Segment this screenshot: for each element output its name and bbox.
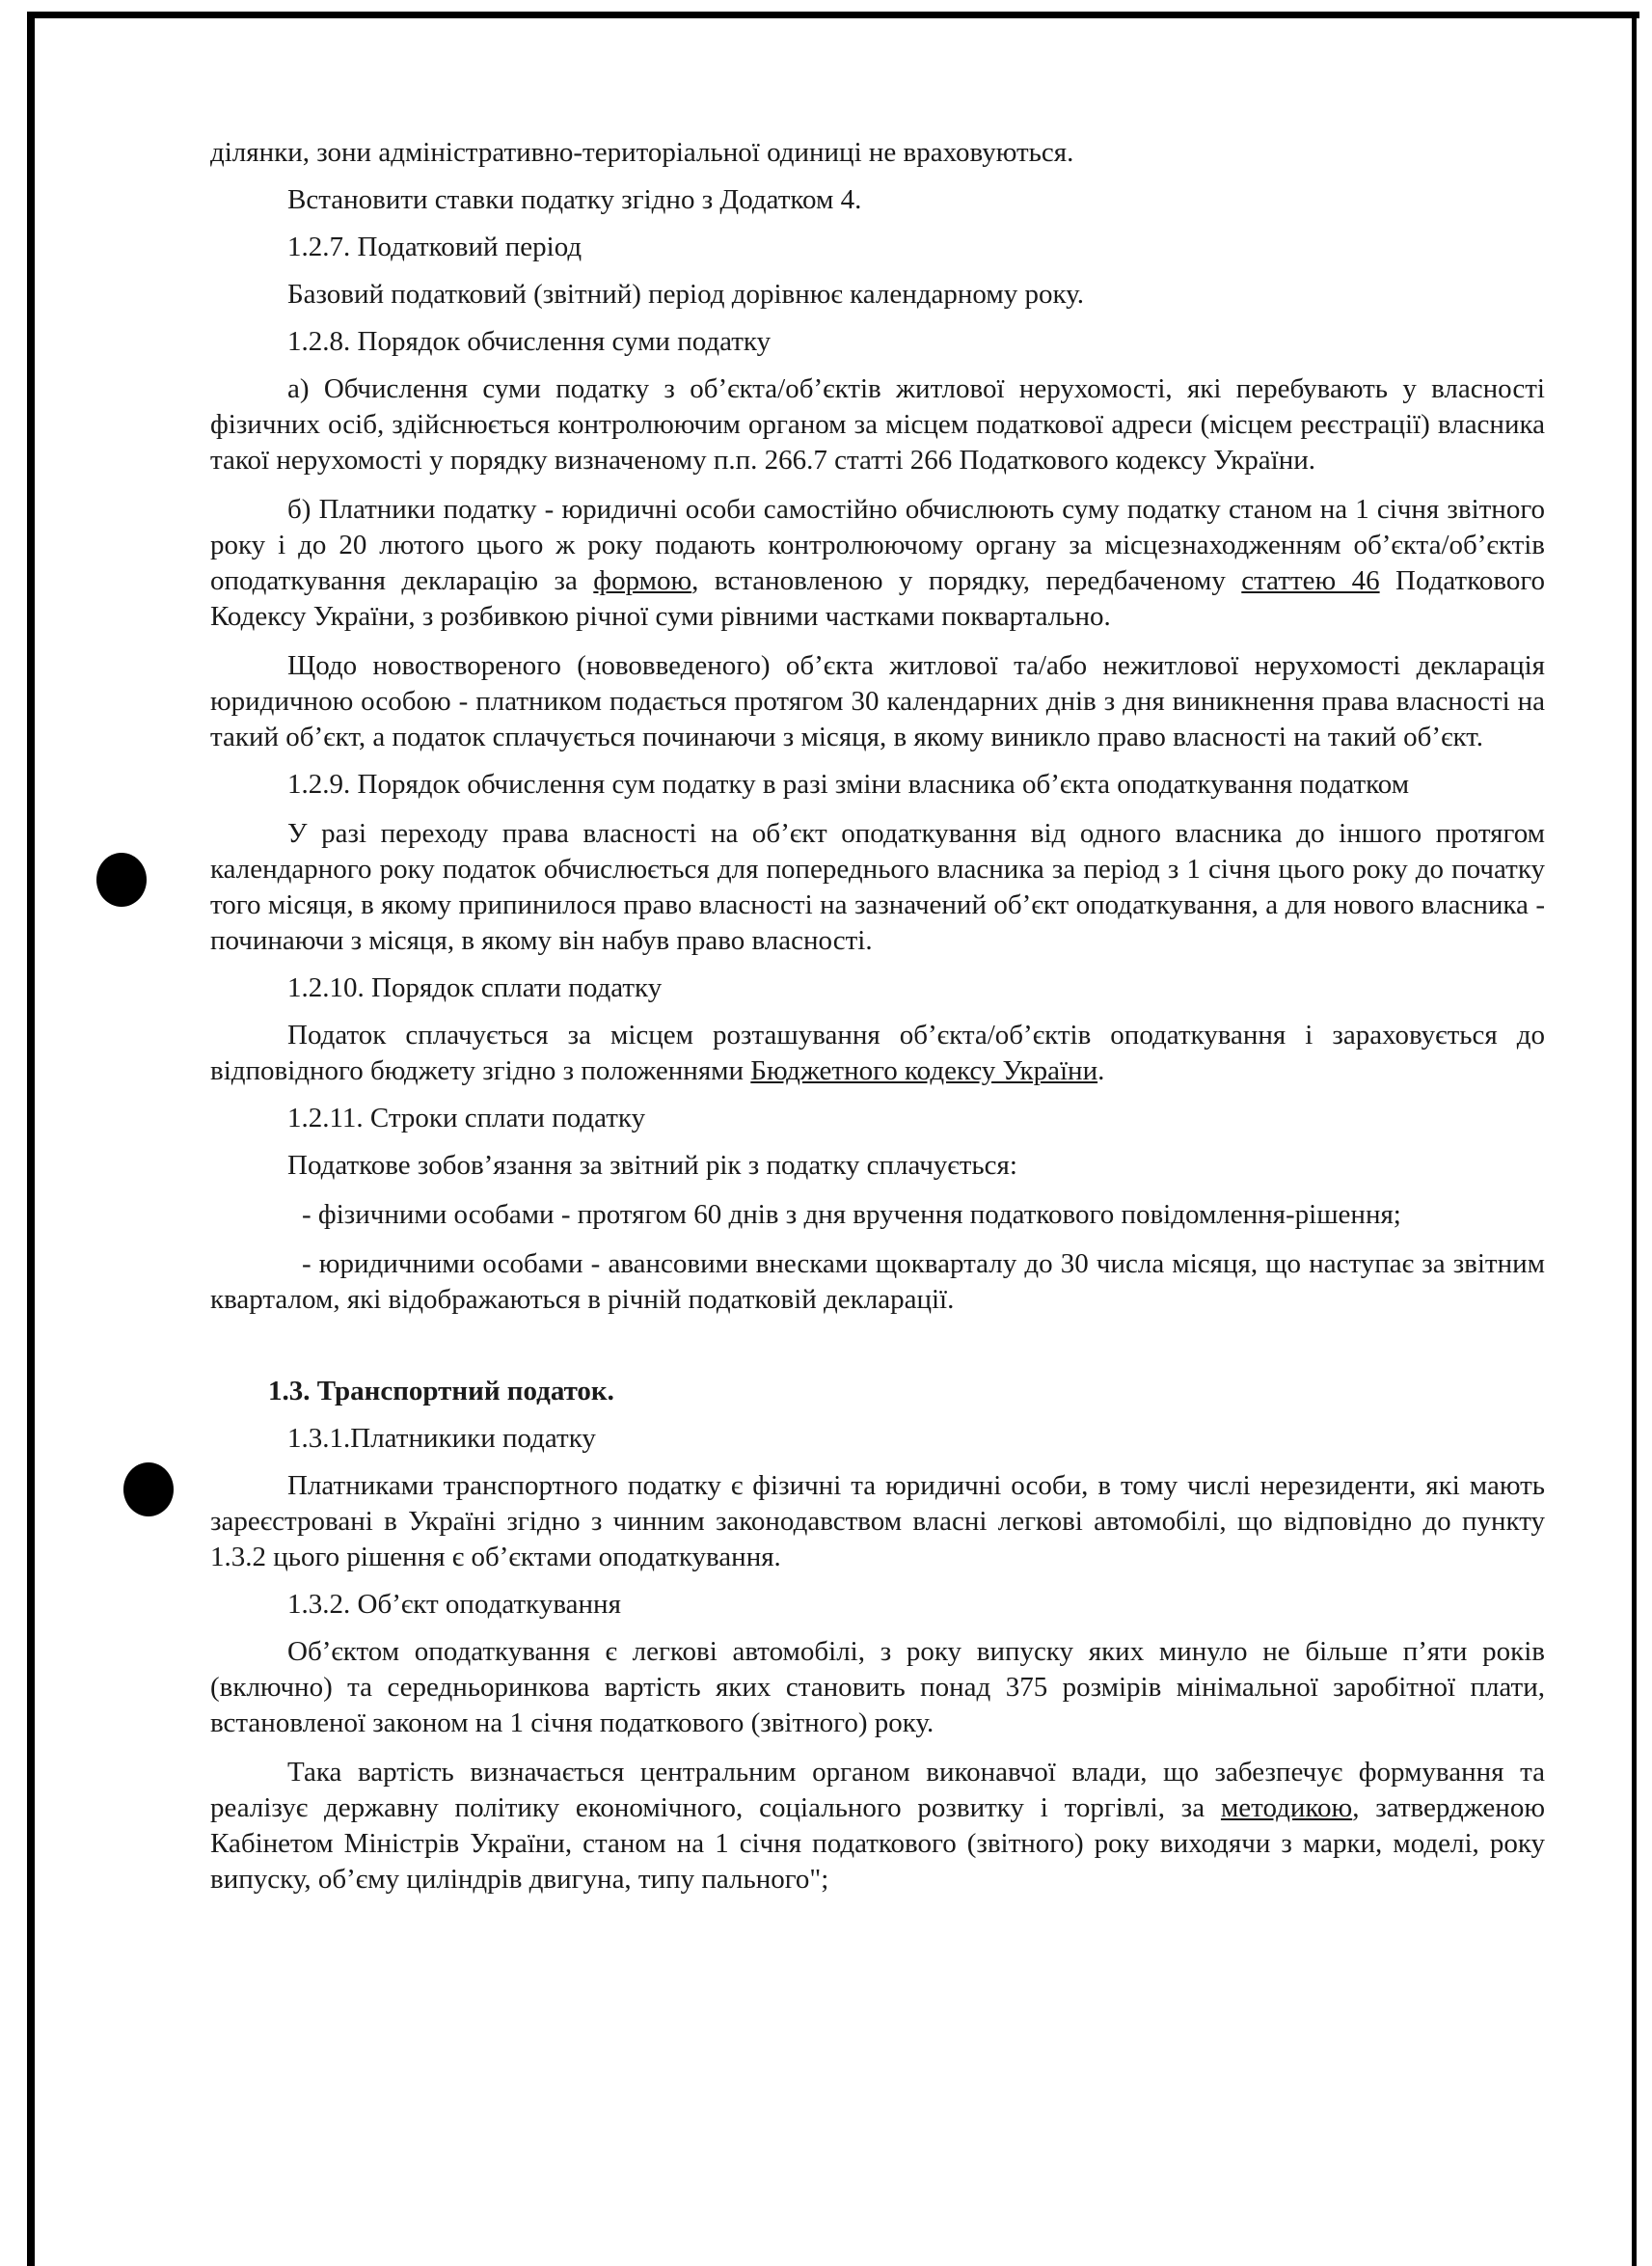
section-title: 1.3. Транспортний податок. [268, 1376, 614, 1406]
paragraph: Базовий податковий (звітний) період дорівнює календарному року. [287, 279, 1084, 310]
paragraph [210, 1018, 1545, 1089]
budget-code-link[interactable]: Бюджетного кодексу України [750, 1055, 1098, 1086]
form-link[interactable]: формою [593, 565, 692, 596]
paragraph [210, 1755, 1545, 1897]
paragraph: Встановити ставки податку згідно з Додатком 4. [287, 184, 862, 215]
punch-hole-mark [96, 853, 147, 907]
text-run: б) Платники податку - юридичні особи самостійно обчислюють суму податку станом на 1 січня звітного року і до 20 лютого цього ж року подають контролюючому органу за місцезнаходженням об’єкта/об’єктів оподаткування декларацію за [210, 494, 1545, 596]
paragraph: ділянки, зони адміністративно-територіальної одиниці не враховуються. [210, 137, 1074, 168]
punch-hole-mark [123, 1462, 174, 1516]
text-run: . [1097, 1055, 1105, 1086]
paragraph: Податкове зобов’язання за звітний рік з податку сплачується: [287, 1150, 1017, 1181]
paragraph [210, 492, 1545, 635]
methodology-link[interactable]: методикою [1220, 1792, 1353, 1823]
section-heading: 1.2.7. Податковий період [287, 232, 582, 262]
list-item: - фізичними особами - протягом 60 днів з дня вручення податкового повідомлення-рішення; [302, 1199, 1401, 1230]
text-run: Податок сплачується за місцем розташування об’єкта/об’єктів оподаткування і зараховується до відповідного бюджету згідно з положеннями [210, 1020, 1545, 1086]
section-heading: 1.2.8. Порядок обчислення суми податку [287, 326, 772, 357]
text-run: , встановленою у порядку, передбаченому [691, 565, 1242, 596]
paragraph: Об’єктом оподаткування є легкові автомобілі, з року випуску яких минуло не більше п’яти років (включно) та середньоринкова вартість яких становить понад 375 розмірів мінімальної заробітної плати, встановленої законом на 1 січня податкового (звітного) року. [210, 1636, 1545, 1738]
paragraph: У разі переходу права власності на об’єкт оподаткування від одного власника до іншого протягом календарного року податок обчислюється для попереднього власника за період з 1 січня цього року до початку того місяця, в якому припинилося право власності на зазначений об’єкт оподаткування, а для нового власника - починаючи з місяця, в якому він набув право власності. [210, 818, 1545, 956]
article-46-link[interactable]: статтею 46 [1241, 565, 1380, 596]
document-body [210, 135, 1545, 1897]
paragraph: Щодо новоствореного (нововведеного) об’єкта житлової та/або нежитлової нерухомості декларація юридичною особою - платником подається протягом 30 календарних днів з дня виникнення права власності на такий об’єкт, а податок сплачується починаючи з місяця, в якому виникло право власності на такий об’єкт. [210, 650, 1545, 752]
section-heading: 1.3.2. Об’єкт оподаткування [287, 1589, 621, 1620]
paragraph: а) Обчислення суми податку з об’єкта/об’єктів житлової нерухомості, які перебувають у власності фізичних осіб, здійснюється контролюючим органом за місцем податкової адреси (місцем реєстрації) власника такої нерухомості у порядку визначеному п.п. 266.7 статті 266 Податкового кодексу України. [210, 373, 1545, 476]
text-run: Така вартість визначається центральним органом виконавчої влади, що забезпечує формування та реалізує державну політику економічного, соціального розвитку і торгівлі, за [210, 1757, 1545, 1823]
list-item: - юридичними особами - авансовими внесками щокварталу до 30 числа місяця, що наступає за звітним кварталом, які відображаються в річній податковій декларації. [210, 1248, 1545, 1315]
text-run: , затвердженою Кабінетом Міністрів України, станом на 1 січня податкового (звітного) року виходячи з марки, моделі, року випуску, об’єму циліндрів двигуна, типу пального"; [210, 1792, 1545, 1895]
paragraph: Платниками транспортного податку є фізичні та юридичні особи, в тому числі нерезиденти, які мають зареєстровані в Україні згідно з чинним законодавством власні легкові автомобілі, що відповідно до пункту 1.3.2 цього рішення є об’єктами оподаткування. [210, 1470, 1545, 1572]
scan-border-left [27, 12, 35, 2266]
text-run: Податкового Кодексу України, з розбивкою річної суми рівними частками поквартально. [210, 565, 1545, 632]
section-heading: 1.3.1.Платникики податку [287, 1423, 596, 1454]
scan-border-right [1632, 12, 1637, 2266]
section-heading: 1.2.9. Порядок обчислення сум податку в разі зміни власника об’єкта оподаткування податком [287, 769, 1410, 800]
section-heading: 1.2.11. Строки сплати податку [287, 1103, 646, 1133]
scan-border-top [29, 12, 1639, 18]
section-heading: 1.2.10. Порядок сплати податку [287, 972, 663, 1003]
